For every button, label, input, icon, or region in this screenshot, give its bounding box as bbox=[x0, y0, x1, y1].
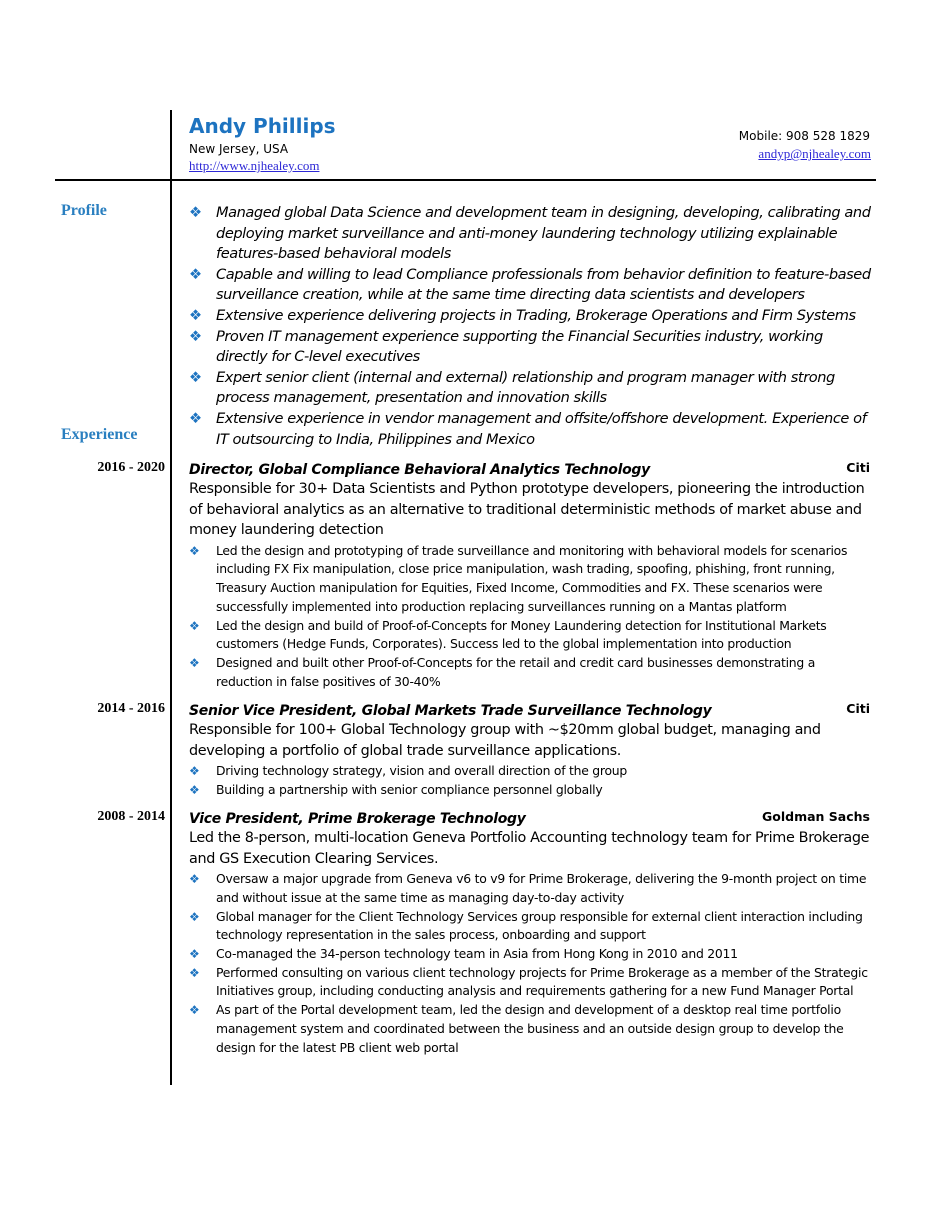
job-header bbox=[189, 459, 873, 479]
job-title: Senior Vice President, Global Markets Trade Surveillance Technology bbox=[189, 703, 712, 719]
diamond-bullet-icon: ❖ bbox=[189, 947, 200, 961]
diamond-bullet-icon: ❖ bbox=[189, 782, 200, 797]
profile-item: ❖ Extensive experience in vendor management and offsite/offshore development. Experience of IT outsourcing to India, Philippines and Mexico bbox=[189, 409, 867, 448]
job-header bbox=[189, 700, 873, 720]
duty-item: ❖ Global manager for the Client Technology Services group responsible for external client interaction including technology representation in the sales process, onboarding and support bbox=[189, 908, 863, 943]
job-company: Citi bbox=[846, 701, 870, 716]
diamond-bullet-icon: ❖ bbox=[189, 543, 200, 558]
job-entry bbox=[189, 808, 873, 1057]
job-summary: Led the 8-person, multi-location Geneva Portfolio Accounting technology team for Prime Brokerage and GS Execution Clearing Services. bbox=[189, 830, 870, 867]
mobile-number: Mobile: 908 528 1829 bbox=[738, 129, 870, 143]
profile-item: ❖ Capable and willing to lead Compliance professionals from behavior definition to feature-based surveillance creation, while at the same time directing data scientists and developers bbox=[189, 265, 871, 304]
diamond-bullet-icon: ❖ bbox=[189, 764, 200, 779]
header-divider bbox=[55, 179, 876, 181]
diamond-bullet-icon: ❖ bbox=[189, 409, 202, 427]
diamond-bullet-icon: ❖ bbox=[189, 872, 200, 887]
vertical-divider bbox=[170, 110, 172, 1085]
section-heading-profile: Profile bbox=[61, 202, 107, 219]
job-header bbox=[189, 808, 873, 828]
job-company: Citi bbox=[846, 460, 870, 475]
job-dates: 2008 - 2014 bbox=[97, 809, 165, 824]
profile-item: ❖ Managed global Data Science and development team in designing, developing, calibrating and deploying market surveillance and anti-money laundering technology utilizing explainable features-based behavioral models bbox=[189, 204, 871, 263]
job-summary: Responsible for 100+ Global Technology group with ~$20mm global budget, managing and developing a portfolio of global trade surveillance applications. bbox=[189, 722, 821, 759]
job-dates: 2014 - 2016 bbox=[97, 701, 165, 716]
job-duties bbox=[189, 762, 873, 799]
diamond-bullet-icon: ❖ bbox=[189, 909, 200, 924]
profile-item: ❖ Expert senior client (internal and external) relationship and program manager with strong process management, presentation and innovation skills bbox=[189, 368, 835, 407]
job-summary: Responsible for 30+ Data Scientists and Python prototype developers, pioneering the introduction of behavioral analytics as an alternative to traditional deterministic methods of market abuse and money laundering detection bbox=[189, 481, 865, 539]
job-title: Vice President, Prime Brokerage Technology bbox=[189, 811, 526, 827]
diamond-bullet-icon: ❖ bbox=[189, 368, 202, 386]
candidate-location: New Jersey, USA bbox=[189, 142, 289, 156]
profile-item: ❖ Extensive experience delivering projects in Trading, Brokerage Operations and Firm Systems bbox=[189, 306, 873, 327]
diamond-bullet-icon: ❖ bbox=[189, 656, 200, 670]
candidate-name: Andy Phillips bbox=[189, 114, 336, 138]
job-duties bbox=[189, 870, 873, 1057]
duty-item: ❖ Led the design and build of Proof-of-Concepts for Money Laundering detection for Institutional Markets customers (Hedge Funds, Corporates). Success led to the global implementation into production bbox=[189, 617, 827, 652]
profile-list bbox=[189, 203, 873, 450]
duty-item: ❖ Driving technology strategy, vision and overall direction of the group bbox=[189, 762, 873, 781]
duty-item: ❖ Co-managed the 34-person technology team in Asia from Hong Kong in 2010 and 2011 bbox=[189, 945, 873, 964]
diamond-bullet-icon: ❖ bbox=[189, 618, 200, 633]
job-title: Director, Global Compliance Behavioral Analytics Technology bbox=[189, 462, 650, 478]
profile-item: ❖ Proven IT management experience supporting the Financial Securities industry, working directly for C-level executives bbox=[189, 327, 823, 366]
diamond-bullet-icon: ❖ bbox=[189, 204, 202, 221]
diamond-bullet-icon: ❖ bbox=[189, 965, 200, 980]
job-entry bbox=[189, 700, 873, 800]
diamond-bullet-icon: ❖ bbox=[189, 306, 202, 324]
duty-item: ❖ Led the design and prototyping of trade surveillance and monitoring with behavioral models for scenarios including FX Fix manipulation, close price manipulation, wash trading, spoofing, phishing, front running, Treasury Auction manipulation for Equities, Fixed Income, Commodities and FX. These scenarios were successfully implemented into production replacing surveillances running on a Mantas platform bbox=[189, 542, 848, 614]
section-heading-experience: Experience bbox=[61, 426, 138, 443]
job-entry bbox=[189, 459, 873, 691]
job-dates: 2016 - 2020 bbox=[97, 460, 165, 475]
email-link[interactable]: andyp@njhealey.com bbox=[758, 146, 871, 161]
diamond-bullet-icon: ❖ bbox=[189, 327, 202, 345]
duty-item: ❖ Building a partnership with senior compliance personnel globally bbox=[189, 781, 873, 800]
duty-item: ❖ Oversaw a major upgrade from Geneva v6 to v9 for Prime Brokerage, delivering the 9-month project on time and without issue at the same time as managing day-to-day activity bbox=[189, 871, 867, 905]
job-duties bbox=[189, 542, 873, 692]
diamond-bullet-icon: ❖ bbox=[189, 265, 202, 283]
duty-item: ❖ Designed and built other Proof-of-Concepts for the retail and credit card businesses demonstrating a reduction in false positives of 30-40% bbox=[189, 655, 816, 689]
job-company: Goldman Sachs bbox=[762, 809, 870, 824]
duty-item: ❖ As part of the Portal development team, led the design and development of a desktop real time portfolio management system and coordinated between the business and an outside design group to develop the design for the latest PB client web portal bbox=[189, 1002, 844, 1055]
duty-item: ❖ Performed consulting on various client technology projects for Prime Brokerage as a member of the Strategic Initiatives group, including conducting analysis and requirements gathering for a new Fund Manager Portal bbox=[189, 964, 868, 999]
website-link[interactable]: http://www.njhealey.com bbox=[189, 158, 320, 173]
diamond-bullet-icon: ❖ bbox=[189, 1003, 200, 1018]
